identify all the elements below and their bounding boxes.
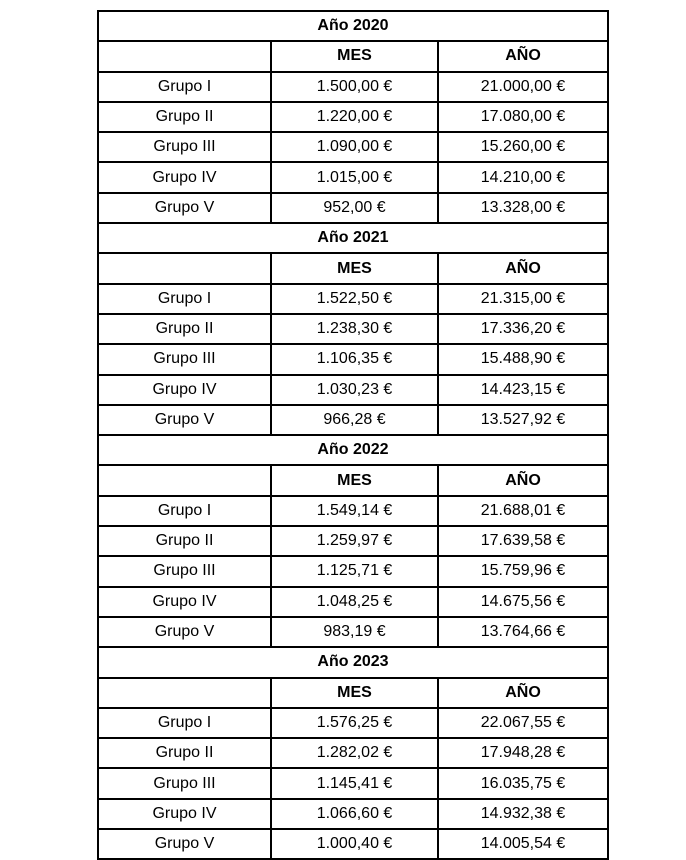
ano-value: 14.005,54 €: [438, 829, 608, 859]
mes-value: 966,28 €: [271, 405, 438, 435]
mes-value: 1.522,50 €: [271, 284, 438, 314]
table-row: [98, 738, 608, 768]
table-row: [98, 799, 608, 829]
ano-value: 16.035,75 €: [438, 768, 608, 798]
table-row: [98, 405, 608, 435]
ano-value: 14.423,15 €: [438, 375, 608, 405]
column-header-row: [98, 678, 608, 708]
ano-value: 17.948,28 €: [438, 738, 608, 768]
table-row: [98, 768, 608, 798]
mes-header: MES: [271, 253, 438, 283]
column-header-row: [98, 41, 608, 71]
table-row: [98, 314, 608, 344]
row-label: Grupo II: [98, 526, 271, 556]
ano-value: 17.080,00 €: [438, 102, 608, 132]
empty-header-cell: [98, 253, 271, 283]
table-row: [98, 162, 608, 192]
table-row: [98, 102, 608, 132]
table-row: [98, 375, 608, 405]
mes-value: 1.259,97 €: [271, 526, 438, 556]
table-row: [98, 284, 608, 314]
row-label: Grupo I: [98, 708, 271, 738]
table-row: [98, 193, 608, 223]
mes-value: 1.576,25 €: [271, 708, 438, 738]
ano-value: 14.932,38 €: [438, 799, 608, 829]
row-label: Grupo IV: [98, 587, 271, 617]
mes-value: 1.238,30 €: [271, 314, 438, 344]
table-row: [98, 617, 608, 647]
year-header-row: [98, 223, 608, 253]
ano-value: 15.260,00 €: [438, 132, 608, 162]
mes-header: MES: [271, 41, 438, 71]
year-title: Año 2021: [98, 223, 608, 253]
year-header-row: [98, 647, 608, 677]
empty-header-cell: [98, 465, 271, 495]
ano-value: 14.675,56 €: [438, 587, 608, 617]
table-row: [98, 132, 608, 162]
table-row: [98, 829, 608, 859]
column-header-row: [98, 253, 608, 283]
ano-value: 21.315,00 €: [438, 284, 608, 314]
mes-value: 1.549,14 €: [271, 496, 438, 526]
mes-value: 1.048,25 €: [271, 587, 438, 617]
mes-value: 1.282,02 €: [271, 738, 438, 768]
row-label: Grupo I: [98, 72, 271, 102]
mes-header: MES: [271, 465, 438, 495]
ano-header: AÑO: [438, 253, 608, 283]
year-header-row: [98, 435, 608, 465]
mes-value: 1.125,71 €: [271, 556, 438, 586]
row-label: Grupo III: [98, 556, 271, 586]
ano-value: 14.210,00 €: [438, 162, 608, 192]
table-row: [98, 587, 608, 617]
ano-value: 22.067,55 €: [438, 708, 608, 738]
mes-value: 983,19 €: [271, 617, 438, 647]
column-header-row: [98, 465, 608, 495]
ano-header: AÑO: [438, 678, 608, 708]
mes-value: 1.220,00 €: [271, 102, 438, 132]
mes-value: 1.090,00 €: [271, 132, 438, 162]
ano-value: 17.336,20 €: [438, 314, 608, 344]
row-label: Grupo II: [98, 738, 271, 768]
row-label: Grupo III: [98, 768, 271, 798]
row-label: Grupo II: [98, 314, 271, 344]
ano-header: AÑO: [438, 41, 608, 71]
year-title: Año 2020: [98, 11, 608, 41]
mes-header: MES: [271, 678, 438, 708]
ano-header: AÑO: [438, 465, 608, 495]
table-row: [98, 496, 608, 526]
year-title: Año 2023: [98, 647, 608, 677]
row-label: Grupo V: [98, 405, 271, 435]
ano-value: 15.759,96 €: [438, 556, 608, 586]
row-label: Grupo IV: [98, 162, 271, 192]
row-label: Grupo I: [98, 496, 271, 526]
mes-value: 1.000,40 €: [271, 829, 438, 859]
table-row: [98, 556, 608, 586]
ano-value: 15.488,90 €: [438, 344, 608, 374]
row-label: Grupo IV: [98, 799, 271, 829]
ano-value: 13.764,66 €: [438, 617, 608, 647]
ano-value: 21.688,01 €: [438, 496, 608, 526]
row-label: Grupo V: [98, 193, 271, 223]
mes-value: 1.500,00 €: [271, 72, 438, 102]
table-row: [98, 708, 608, 738]
year-header-row: [98, 11, 608, 41]
row-label: Grupo V: [98, 829, 271, 859]
row-label: Grupo I: [98, 284, 271, 314]
empty-header-cell: [98, 41, 271, 71]
mes-value: 1.030,23 €: [271, 375, 438, 405]
mes-value: 952,00 €: [271, 193, 438, 223]
empty-header-cell: [98, 678, 271, 708]
mes-value: 1.015,00 €: [271, 162, 438, 192]
mes-value: 1.145,41 €: [271, 768, 438, 798]
row-label: Grupo V: [98, 617, 271, 647]
row-label: Grupo II: [98, 102, 271, 132]
row-label: Grupo IV: [98, 375, 271, 405]
row-label: Grupo III: [98, 132, 271, 162]
mes-value: 1.066,60 €: [271, 799, 438, 829]
mes-value: 1.106,35 €: [271, 344, 438, 374]
salary-table: [97, 10, 609, 860]
table-row: [98, 344, 608, 374]
ano-value: 13.328,00 €: [438, 193, 608, 223]
ano-value: 17.639,58 €: [438, 526, 608, 556]
ano-value: 21.000,00 €: [438, 72, 608, 102]
ano-value: 13.527,92 €: [438, 405, 608, 435]
year-title: Año 2022: [98, 435, 608, 465]
table-row: [98, 72, 608, 102]
row-label: Grupo III: [98, 344, 271, 374]
table-row: [98, 526, 608, 556]
